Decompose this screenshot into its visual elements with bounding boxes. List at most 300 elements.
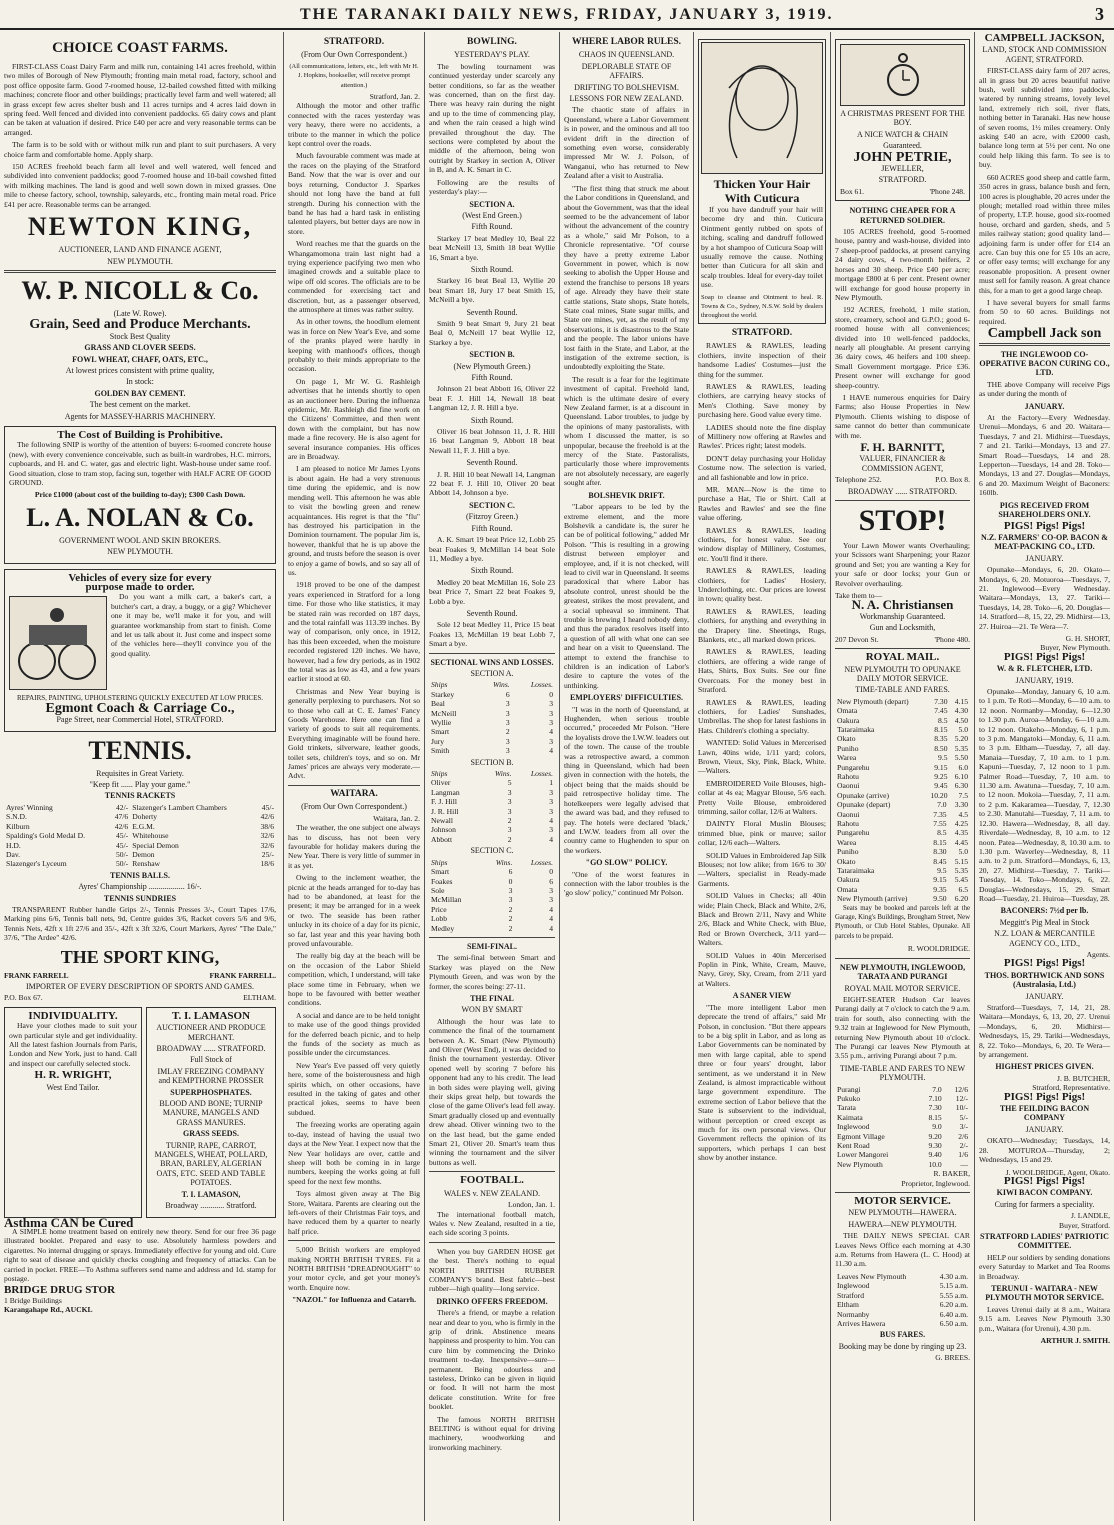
petrie-box: Box 61. bbox=[840, 186, 865, 196]
table-row bbox=[429, 895, 555, 904]
table-row bbox=[4, 841, 276, 850]
newton-king-sub: AUCTIONEER, LAND AND FINANCE AGENT, bbox=[58, 245, 222, 255]
timetable-cell: 3/- bbox=[959, 1122, 968, 1132]
wins-cell: 6 bbox=[508, 867, 513, 877]
timetable-cell: Stratford bbox=[837, 1290, 864, 1300]
section-a-rounds bbox=[429, 222, 555, 347]
football-text: The international football match, Wales v. New Zealand, resulted in a tie, each side scoring 3 points. bbox=[429, 1209, 555, 1238]
timetable-cell: Oaonui bbox=[837, 781, 860, 791]
table-row bbox=[429, 778, 555, 787]
table-row bbox=[429, 727, 555, 736]
column-ads-left bbox=[4, 34, 276, 1521]
timetable-cell: 5.35 bbox=[954, 866, 968, 876]
sport-king-heading: THE SPORT KING, bbox=[60, 946, 220, 967]
wins-cell: 3 bbox=[549, 718, 553, 727]
stop-text: Your Lawn Mower wants Overhauling; your Scissors want Sharpening; your Razor ground and Set; you are wanting a Key for your safe or door locks; your Gun or Revolver overhauling. bbox=[835, 541, 970, 588]
nicoll-line: The best cement on the market. bbox=[89, 400, 191, 410]
timetable-cell: 8.5 bbox=[937, 828, 947, 838]
timetable-cell: 4.15 bbox=[954, 696, 968, 706]
stratford-paragraph: As in other towns, the hoodlum element was in force on New Year's Eve, and some of the pranks played were hardly in keeping with manhood's offices, though probably to their minds appropriate to the occasion. bbox=[288, 317, 420, 374]
fletcher-month: JANUARY, 1919. bbox=[1015, 675, 1074, 685]
round-heading: Sixth Round. bbox=[470, 264, 514, 274]
table-row bbox=[4, 859, 276, 868]
nzl-heading: N.Z. LOAN & MERCANTILE AGENCY CO., LTD., bbox=[994, 929, 1095, 948]
timetable-cell: 7.10 bbox=[928, 1093, 942, 1103]
wins-cell: 2 bbox=[505, 727, 510, 737]
wins-section-heading: SECTION A. bbox=[470, 668, 514, 678]
nicoll-line: Agents for MASSEY-HARRIS MACHINERY. bbox=[64, 411, 216, 421]
table-row bbox=[835, 697, 970, 706]
pigs-banner: PIGS! Pigs! Pigs! bbox=[1003, 650, 1086, 663]
timetable-cell: 7.5 bbox=[958, 790, 968, 800]
farrell-text: IMPORTER OF EVERY DESCRIPTION OF SPORTS AND GAMES. bbox=[25, 981, 255, 991]
garden-hose-ad: When you buy GARDEN HOSE get the best. There's nothing to equal NORTH BRITISH RUBBER COMPANY'S brand. Best fabric—best rubber—high quality—long service. bbox=[429, 1246, 555, 1294]
christiansen-addr: 207 Devon St. bbox=[835, 634, 879, 644]
timetable-cell: 9.50 bbox=[933, 894, 947, 904]
wins-col-header: Wins. bbox=[493, 680, 510, 690]
buyers: I have several buyers for small farms from 50 to 60 acres. Buildings not required. bbox=[979, 297, 1110, 326]
labor-paragraph: The result is a fear for the legitimate investment of capital. Freehold land, which is the ultimate desire of every New Zealand farmer, is at a discount in Queensland. Labor troubles, to judge by the opinions of many pastoralists, with whom I discussed the matter, is so unpopular, because the freehold is at the mercy of the State. Pastoralists, particularly those where improvements are not absolutely necessary, are eagerly sought after. bbox=[564, 374, 689, 488]
christiansen-name: N. A. Christiansen bbox=[851, 597, 954, 613]
wins-cell: Lobb bbox=[431, 914, 448, 924]
table-row bbox=[4, 803, 276, 812]
section-c-rounds bbox=[429, 524, 555, 649]
wins-cell: 5 bbox=[507, 778, 512, 788]
racket-cell: Ayres' Winning bbox=[6, 802, 53, 812]
petrie-sub: JEWELLER, bbox=[881, 164, 924, 174]
petrie-phone: 'Phone 248. bbox=[929, 186, 965, 196]
vehicles-heading: purpose made to order. bbox=[85, 581, 195, 594]
section-c-heading: SECTION C. bbox=[469, 500, 515, 510]
round-results: Starkey 16 beat Beal 13, Wyllie 20 beat Smart 18, Jury 17 beat Smith 15, McNeill a bye. bbox=[429, 276, 555, 305]
borthwick-list: Stratford—Tuesdays, 7, 14, 21, 28. Waitara—Mondays, 6, 13, 20, 27. Urenui—Mondays, 6, 20. Midhirst—Wednesdays, 15, 29. Tariki—Wednesdays, 8, 22. Toko—Mondays, 6, 20. Te Wera—by arrangement. bbox=[979, 1003, 1110, 1060]
fletcher-heading: W. & R. FLETCHER, LTD. bbox=[996, 664, 1093, 674]
farrell-town: ELTHAM. bbox=[243, 993, 276, 1003]
table-row bbox=[835, 1113, 970, 1122]
vehicles-heading: Vehicles of every size for every bbox=[68, 571, 212, 584]
wins-col-header: Losses. bbox=[530, 680, 553, 690]
kiwi-sig: J. LANDLE, bbox=[1070, 1211, 1110, 1221]
timetable-cell: Kent Road bbox=[837, 1141, 870, 1150]
table-row bbox=[835, 828, 970, 837]
table-row bbox=[835, 772, 970, 781]
bowling-results-head: Following are the results of yesterday's play:— bbox=[429, 177, 555, 197]
wins-cell: 2 bbox=[508, 914, 513, 924]
timetable-cell: Omata bbox=[837, 706, 858, 716]
labor-body bbox=[564, 105, 689, 487]
balls-line: Ayres' Championship .................. 16/-. bbox=[78, 882, 202, 892]
nothing-cheaper: NOTHING CHEAPER FOR A RETURNED SOLDIER. bbox=[849, 206, 956, 225]
sectional-heading: SECTIONAL WINS AND LOSSES. bbox=[430, 657, 554, 667]
semi-text: The semi-final between Smart and Starkey was played on the New Plymouth Green, and was won by the former, the scores being: 27-11. bbox=[429, 953, 555, 991]
employers-text: "I was in the north of Queensland, at Hughenden, when serious trouble occurred," proceeded Mr Polson. "Here the loyalists drove the I.W.W. leaders out of the town. The cause of the trouble was a retrospective award, a common thing in Queensland, which had been given in connection with the hotels, the object being that the maids should be paid retrospective holiday time. The hotelkeepers were legally advised that the award was bad, and they refused to pay. The hotels were declared 'black,' and I.W.W. leaders from all over the country came to Hughenden to spur on the workers. bbox=[564, 704, 689, 855]
timetable-cell: Puniho bbox=[837, 847, 859, 857]
kiwi-text: Curing for farmers a speciality. bbox=[994, 1199, 1095, 1209]
racket-cell: H.D. bbox=[6, 840, 21, 850]
timetable-cell: 9.5 bbox=[937, 866, 947, 876]
wins-cell: 3 bbox=[508, 885, 513, 895]
table-row bbox=[429, 816, 555, 825]
farrell-right: FRANK FARRELL. bbox=[209, 970, 276, 980]
ni-timetable bbox=[835, 1085, 970, 1170]
wins-tables bbox=[429, 669, 555, 933]
nolan-name: L. A. NOLAN & Co. bbox=[26, 502, 254, 532]
wins-col-header: Losses. bbox=[530, 857, 553, 867]
vehicles-repairs: REPAIRS, PAINTING, UPHOLSTERING QUICKLY EXECUTED AT LOW PRICES. bbox=[16, 694, 263, 703]
pigs-banner: PIGS! Pigs! Pigs! bbox=[1003, 1090, 1086, 1103]
wins-cell: 0 bbox=[508, 876, 513, 886]
cj-sub: LAND, STOCK AND COMMISSION AGENT, STRATFORD. bbox=[982, 45, 1107, 64]
timetable-cell: Opunake (depart) bbox=[837, 800, 891, 810]
feilding-sig: J. WOOLDRIDGE, Agent, Okato. bbox=[1005, 1167, 1110, 1177]
timetable-cell: Tataraimaka bbox=[837, 724, 875, 734]
lamason-line: Full Stock of bbox=[190, 1055, 232, 1065]
bus-sig: G. BREES. bbox=[935, 1353, 970, 1363]
racket-cell: 18/6 bbox=[260, 859, 274, 869]
lamason-line: IMLAY FREEZING COMPANY and KEMPTHORNE PROSSER bbox=[157, 1066, 265, 1086]
farm-660: 660 ACRES good sheep and cattle farm, 350 acres in grass, balance bush and fern, 100 acres is ploughable, 20 acres under the plough; metalled road within three miles of property, I.T.P. house, good six-roomed house, orchard and garden, sheds, and 5 miles railway station; good quality land—adjoining farm is under offer for £14 an acre. Can buy this one for £5 10s an acre, or offer easy terms; will exchange for any reasonable proposition. A present owner must sell for family reason. A great chance this, for a man to get a good large cheap. bbox=[979, 172, 1110, 295]
wins-cell: 3 bbox=[549, 787, 553, 797]
wins-cell: 4 bbox=[549, 746, 553, 756]
stratford-paragraph: Christmas and New Year buying is generally perplexing to purchasers. Not so to those who call at C. E. James' Fancy Goods Warehouse. Here one can find a variety of goods to suit all requirements. Everything imaginable will be found here. Gold trinkets, silverware, leather goods, toilet sets, children's toys, and so on. Mr James' prices are always very moderate.—Advt. bbox=[288, 686, 420, 781]
wins-cell: McNeill bbox=[431, 708, 457, 718]
football-heading: FOOTBALL. bbox=[460, 1174, 524, 1187]
tyres-ad: 5,000 British workers are employed making NORTH BRITISH TYRES. Fit a NORTH BRITISH "DREADNOUGHT" to your motor cycle, and get your money's worth. Enquire now. bbox=[288, 1245, 420, 1292]
timetable-cell: 4.25 bbox=[954, 819, 968, 828]
classified-ad: WANTED: Solid Values in Mercerised Lawn, 40ins wide, 1/11 yard; colors, Brown, Vieux, Sky, Pink, Black, White. —Walters. bbox=[698, 738, 826, 776]
timetable-cell: 7.0 bbox=[932, 1084, 942, 1094]
nicoll-line: At lowest prices consistent with prime quality, bbox=[65, 365, 215, 375]
timetable-cell: 2/- bbox=[959, 1141, 968, 1150]
football-dateline: London, Jan. 1. bbox=[507, 1200, 555, 1210]
christiansen-phone: 'Phone 480. bbox=[934, 634, 970, 644]
table-row bbox=[835, 819, 970, 828]
lamason-name: T. I. LAMASON bbox=[171, 1009, 251, 1022]
timetable-cell: 5.50 bbox=[954, 753, 968, 763]
table-row bbox=[4, 822, 276, 831]
round-results: J. R. Hill 10 beat Newall 14, Langman 22 beat F. J. Hill 10, Oliver 20 beat Abbott 14, Johnson a bye. bbox=[429, 469, 555, 498]
timetable-cell: Warea bbox=[837, 837, 857, 847]
go-slow-text: "One of the worst features in connection with the labor troubles is the 'go slow' policy," continued Mr Polson. bbox=[564, 869, 689, 898]
pigs-banner: PIGS! Pigs! Pigs! bbox=[1003, 957, 1086, 970]
feilding-heading: THE FEILDING BACON COMPANY bbox=[999, 1104, 1090, 1123]
timetable-cell: 8.30 bbox=[933, 847, 947, 857]
lamason-line: TURNIP, RAPE, CARROT, MANGELS, WHEAT, POLLARD, BRAN, BARLEY, ALGERIAN OATS, ETC. SEED AND TABLE POTATOES. bbox=[154, 1140, 268, 1188]
column-rule bbox=[283, 32, 284, 1521]
timetable-cell: 5.0 bbox=[958, 847, 968, 857]
table-row bbox=[835, 894, 970, 903]
pigs-received: PIGS RECEIVED FROM SHAREHOLDERS ONLY. bbox=[998, 500, 1091, 520]
table-row bbox=[835, 800, 970, 809]
table-row bbox=[429, 797, 555, 806]
waitara-paragraph: A social and dance are to be held tonight to make use of the good things provided for the deferred beach picnic, and to help the funds of the society as much as possible under the circumstances. bbox=[288, 1010, 420, 1058]
bowling-intro: The bowling tournament was continued yesterday under scarcely any better conditions, so far as the weather was concerned, than on the first day. There was heavy rain during the night and up to the time of commencing play, and when the rain ceased a high wind prevailed throughout the day. The sections were completed by about the middle of the afternoon, being won outright by Starkey in section A, Oliver in B, and A. K. Smart in C. bbox=[429, 61, 555, 175]
choice-farms-text: FIRST-CLASS Coast Dairy Farm and milk run, containing 141 acres freehold, within two miles of Borough of New Plymouth; fronting main metal road, factory, school and post office opposite farm. Good 7-roomed house, 12-bailed cowshed fitted with milking machines; concrete floor and other buildings; practically level farm and well watered; all in grass except few acres shelter bush and 11 acres turnips and 4 acres laid down in spring feed. Well fenced and divided into convenient paddocks. 65 dairy cows and plant can be taken at valuation if desired. Price £40 per acre and very reasonable terms can be arranged. bbox=[4, 62, 276, 137]
table-row bbox=[429, 835, 555, 844]
stratford-paragraph: I am pleased to notice Mr James Lyons is about again. He had a very strenuous time during the epidemic, and is now mending well. This afternoon he was able to visit the bowling green and renew acquaintances. His regret is that the "flu" has destroyed his participation in the Dominion tournament. The popular Jim is, however, thankful that he is up above the ground, and trusts before the season is over to enjoy a game of bowls, and so say all of us. bbox=[288, 464, 420, 577]
waitara-sub: (From Our Own Correspondent.) bbox=[301, 802, 407, 812]
timetable-cell: Omata bbox=[837, 884, 858, 894]
newton-king-name: NEWTON KING, bbox=[27, 212, 253, 242]
vehicles-ad bbox=[4, 569, 276, 732]
divider bbox=[835, 958, 970, 959]
wins-col-header: Ships bbox=[431, 769, 448, 779]
table-row bbox=[835, 734, 970, 743]
classified-ad: RAWLES & RAWLES, leading clothiers, are carrying heavy stocks of Men's Clothing. Save money by purchasing here. Good value every time. bbox=[698, 381, 826, 420]
racket-cell: Demon bbox=[132, 849, 155, 859]
timetable-cell: Egmont Village bbox=[837, 1131, 885, 1141]
timetable-cell: 4.30 bbox=[954, 706, 968, 716]
round-heading: Seventh Round. bbox=[466, 458, 518, 468]
racket-cell: 42/6 bbox=[260, 812, 274, 822]
timetable-cell: 5.55 a.m. bbox=[939, 1290, 968, 1300]
wins-cell: Smart bbox=[431, 727, 450, 737]
timetable-cell: 4.30 a.m. bbox=[939, 1271, 968, 1281]
section-a-heading: SECTION A. bbox=[469, 199, 515, 209]
timetable-cell: 7.35 bbox=[933, 809, 947, 819]
table-row bbox=[429, 877, 555, 886]
timetable-cell: Opunake (arrive) bbox=[837, 790, 890, 800]
timetable-cell: 2/6 bbox=[958, 1131, 968, 1141]
newton-king-loc: NEW PLYMOUTH. bbox=[107, 256, 173, 266]
wins-cell: 2 bbox=[507, 834, 512, 844]
waitara-paragraph: The weather, the one subject one always has to discuss, has not been very favourable for holiday makers during the New Year. There is very little of summer in it as yet. bbox=[288, 823, 420, 870]
wins-col-header: Ships bbox=[431, 857, 448, 867]
stratford-paragraph: Although the motor and other traffic connected with the races yesterday was very heavy, there were no accidents, a tribute to the manner in which the police kept control over the roads. bbox=[288, 101, 420, 149]
table-row bbox=[4, 831, 276, 840]
divider bbox=[4, 270, 276, 273]
classified-ad: SOLID Values in 40in Mercerised Poplin in Pink, White, Cream, Mauve, Navy, Grey, Sky, Cream, from 2/11 yard at Walters. bbox=[698, 950, 826, 988]
round-results: Starkey 17 beat Medley 10, Beal 22 beat McNeill 13, Smith 18 beat Wyllie 16, Smart a bye. bbox=[429, 233, 555, 262]
table-row bbox=[835, 1132, 970, 1141]
classified-ad: RAWLES & RAWLES, leading clothiers, for honest value. See our window display of Millinery, Costumes, etc. You'll find it there. bbox=[698, 525, 826, 563]
column-petrie bbox=[835, 34, 970, 1521]
racket-cell: 50/- bbox=[115, 849, 129, 859]
wins-cell: 3 bbox=[508, 895, 513, 905]
motor-sub2: HAWERA—NEW PLYMOUTH. bbox=[848, 1219, 957, 1229]
column-rule bbox=[693, 32, 694, 1521]
racket-cell: Special Demon bbox=[132, 840, 179, 850]
football-sub: WALES v. NEW ZEALAND. bbox=[444, 1188, 540, 1198]
racket-cell: Renshaw bbox=[132, 859, 161, 869]
ibc-heading: THE INGLEWOOD CO-OPERATIVE BACON CURING CO., LTD. bbox=[979, 349, 1110, 378]
final-sub: WON BY SMART bbox=[461, 1005, 523, 1015]
racket-cell: Doherty bbox=[132, 812, 158, 822]
stratford-paragraph: 1918 proved to be one of the dampest years experienced in Stratford for a long time. For those who like statistics, it may be stated rain was recorded on 187 days, and the total rainfall was 113.39 inches. By way of comparison, only once, in 1912, has this been exceeded, when the moisture recorded registered 120 inches. We have, however, had a few dry periods, as in 1902 the total was as low as 43, and a few years earlier it stood at 60. bbox=[288, 580, 420, 684]
timetable-cell: Inglewood bbox=[837, 1122, 870, 1132]
timetable-cell: 9.45 bbox=[934, 781, 948, 791]
bolshevik-heading: BOLSHEVIK DRIFT. bbox=[588, 490, 665, 500]
racket-cell: 50/- bbox=[115, 859, 129, 869]
royal-mail-timetable-return bbox=[835, 800, 970, 903]
timetable-cell: 8.15 bbox=[933, 837, 947, 847]
wins-cell: Wyllie bbox=[431, 718, 452, 727]
racket-cell: 47/6 bbox=[114, 812, 129, 822]
borthwick-sig: J. B. BUTCHER, bbox=[1057, 1073, 1110, 1083]
timetable-cell: 1/6 bbox=[958, 1150, 968, 1160]
royal-mail-sub: NEW PLYMOUTH TO OPUNAKE DAILY MOTOR SERVICE. bbox=[844, 664, 961, 683]
racket-cell: 25/- bbox=[261, 849, 274, 859]
sundries-text: TRANSPARENT Rubber handle Grips 2/-, Tennis Presses 3/-, Court Tapes 17/6, Marking pins 6/6, Tennis ball nets, 9d, Centre guides 3/6, Racket covers 5/6 and 9/6, Tennis Nets, 42ft x 1ft 27/6 and 35/-, 42ft x 3ft 32/6, Court Markers, Ayres' "The Dale," 37/6, "The Ardee" 42/6. bbox=[4, 904, 276, 943]
section-b-heading: SECTION B. bbox=[469, 350, 515, 360]
wins-table bbox=[429, 769, 555, 844]
timetable-cell: 9.0 bbox=[932, 1122, 942, 1132]
table-row bbox=[835, 753, 970, 762]
timetable-cell: 6.50 a.m. bbox=[939, 1318, 968, 1328]
divider bbox=[429, 1171, 555, 1172]
wins-section-heading: SECTION C. bbox=[470, 846, 514, 856]
racket-cell: 45/- bbox=[115, 840, 129, 850]
divider bbox=[288, 785, 420, 786]
wins-cell: 3 bbox=[549, 708, 553, 718]
pigs-banner: PIGS! Pigs! Pigs! bbox=[1003, 519, 1086, 532]
wright-name: H. R. WRIGHT, bbox=[34, 1069, 112, 1082]
timetable-cell: 6.0 bbox=[958, 762, 968, 772]
cuticura-foot: Soap to cleanse and Ointment to heal. R. Towns & Co., Sydney, N.S.W. Sold by dealers throughout the world. bbox=[701, 293, 823, 320]
timetable-cell: New Plymouth (depart) bbox=[837, 696, 909, 706]
wins-cell: Newall bbox=[431, 816, 453, 826]
round-results: Sole 12 beat Medley 11, Price 15 beat Foakes 13, McMillan 19 beat Lobb 7, Smart a bye. bbox=[429, 620, 555, 649]
classified-ad: EMBROIDERED Voile Blouses, high-collar at 4s ea; Magyar Blouse, 5/6 each. Pretty Voile Blouse, embroidered trimming, sailor collar, 12/6 at Walters. bbox=[698, 778, 826, 816]
final-text: Although the hour was late to commence the final of the tournament between A. K. Smart (New Plymouth) and Oliver (West End), it was decided to finish the tournament yesterday. Oliver opened well by scoring 7 before his opponent had any to his credit. The lead in both sides were playing well, giving their skips great help, but towards the close of the game Oliver's lead fell away. Smart gradually closed up and eventually drew ahead. Oliver winning two to the on the last head, but the game ended Smart 21, Oliver 20. Smart's team thus winning the tournament and the silver buttons as well. bbox=[429, 1016, 555, 1167]
timetable-cell: 6.5 bbox=[958, 884, 968, 894]
racket-cell: 38/6 bbox=[260, 821, 274, 831]
waitara-paragraph: Owing to the inclement weather, the picnic at the heads arranged for to-day has had to be abandoned, at least for the present; it may be arranged for in a week or two. The seaside has been rather unlucky in its choice of a day for its picnic, so far, last year and this year having both proved unfavourable. bbox=[288, 873, 420, 948]
choice-farms-heading: CHOICE COAST FARMS. bbox=[52, 40, 228, 56]
feilding-month: JANUARY. bbox=[1025, 1124, 1064, 1134]
royal-mail-note: Seats may be booked and parcels left at the Garage, King's Buildings, Brougham Street, New Plymouth, or Club Hotel Stables, Opunake. All parcels to be prepaid. bbox=[835, 904, 970, 940]
table-row bbox=[835, 744, 970, 753]
wins-cell: Oliver bbox=[431, 778, 451, 788]
xmas-sub: A NICE WATCH & CHAIN bbox=[857, 129, 948, 139]
cart-illustration-icon bbox=[9, 596, 107, 690]
masthead-title: THE TARANAKI DAILY NEWS, FRIDAY, JANUARY 3, 1919. bbox=[300, 6, 834, 23]
divider bbox=[429, 1242, 555, 1243]
racket-cell: Dav. bbox=[6, 849, 21, 859]
cuticura-ad bbox=[698, 39, 826, 324]
wins-col-header: Ships bbox=[431, 680, 448, 690]
table-row bbox=[835, 838, 970, 847]
timetable-cell: Warea bbox=[837, 753, 857, 763]
wins-cell: 3 bbox=[505, 746, 510, 756]
table-row bbox=[835, 716, 970, 725]
table-row bbox=[429, 867, 555, 876]
tennis-heading: TENNIS. bbox=[88, 735, 192, 765]
round-heading: Seventh Round. bbox=[466, 307, 518, 317]
individuality-heading: INDIVIDUALITY. bbox=[28, 1009, 118, 1022]
timetable-cell: 7.30 bbox=[934, 696, 948, 706]
barnitt-box: P.O. Box 8. bbox=[935, 475, 970, 485]
inquiries: I HAVE numerous enquiries for Dairy Farms; also House Properties in New Plymouth. Clients wishing to dispose of same cannot do better than communicate with me. bbox=[835, 392, 970, 440]
timetable-cell: 10.0 bbox=[928, 1159, 942, 1169]
cost-price: Price £1000 (about cost of the building to-day); £300 Cash Down. bbox=[34, 490, 246, 500]
timetable-cell: 8.5 bbox=[938, 715, 948, 725]
round-heading: Fifth Round. bbox=[471, 222, 513, 232]
classified-ad: LADIES should note the fine display of Millinery now offering at Rawles and Rawles'. Prices right; latest models. bbox=[698, 422, 826, 451]
wins-cell: Medley bbox=[431, 923, 455, 933]
wins-col-header: Wins. bbox=[495, 857, 513, 867]
lamason-sub: AUCTIONEER AND PRODUCE MERCHANT. bbox=[156, 1023, 266, 1042]
cuticura-heading: Thicken Your Hair With Cuticura bbox=[713, 177, 811, 205]
timetable-cell: Arrives Hawera bbox=[837, 1318, 886, 1328]
timetable-cell: 5.0 bbox=[958, 724, 968, 734]
fletcher-list: Opunake—Monday, January 6, 10 a.m. to 1 p.m. Te Roti—Monday, 6—10 a.m. to 12 noon. Normanby—Monday, 6—12.30 to 1.30 p.m. Auroa—Monday, 6—10 a.m. to 12 noon. Otakeho—Monday, 6, 1 p.m. to 3 p.m. Mangatoki—Monday, 6, 11 a.m. to 3 p.m. Eltham—Tuesday, 7, all day. Manaia—Tuesday, 7, 10 a.m. to 1 p.m. Kapuni—Tuesday, 7, 12 noon to 1 p.m. Palmer Road—Tuesday, 7, 10 a.m. to 11.30 a.m. Awatuna—Tuesday, 7, 10 a.m. to 12 noon. Mokoia—Tuesday, 7, 11 a.m. to 2 p.m. Kakaramea—Tuesday, 7, 12.30 to 2.30. Manutahi—Tuesday, 7, 11 a.m. to 12.30. Hawera—Wednesday, 8, all day. Riverdale—Wednesday, 8, 10 a.m. to 12 noon. Patea—Wednesday, 8, 10.30 a.m. to 1.30 p.m. Waverley—Wednesday, 8, 11 a.m. to 2 p.m. Stratford—Mondays, 6, 13, 20, 27. Midhirst—Tuesday, 7. Tariki—Tuesday, 14. Toko—Mondays, 6, 22. Douglas—Wednesdays, 15, 29. Smart Road—Tuesday, 21. Huiroa—Tuesday, 28. bbox=[979, 687, 1110, 903]
christiansen-sub: Workmanship Guaranteed. bbox=[859, 611, 946, 621]
bridge-loc: Karangahape Rd., AUCKL bbox=[4, 1305, 93, 1315]
table-row bbox=[835, 810, 970, 819]
round-heading: Sixth Round. bbox=[470, 566, 514, 576]
wins-cell: 0 bbox=[549, 689, 553, 699]
column-bowling bbox=[429, 34, 555, 1521]
racket-cell: 42/6 bbox=[114, 821, 129, 831]
egmont-sub: Page Street, near Commercial Hotel, STRATFORD. bbox=[56, 715, 224, 725]
balls-heading: TENNIS BALLS. bbox=[109, 870, 171, 880]
wins-cell: 2 bbox=[508, 923, 513, 933]
wins-cell: 3 bbox=[507, 806, 512, 816]
wins-cell: J. R. Hill bbox=[431, 806, 459, 816]
bridge-name: BRIDGE DRUG STOR bbox=[4, 1284, 116, 1297]
timetable-cell: Rahotu bbox=[837, 819, 859, 828]
racket-cell: Spalding's Gold Medal D. bbox=[6, 831, 85, 841]
asthma-heading: Asthma CAN be Cured bbox=[4, 1214, 134, 1230]
table-row bbox=[429, 886, 555, 895]
table-row bbox=[835, 763, 970, 772]
egmont-name: Egmont Coach & Carriage Co., bbox=[45, 700, 235, 716]
kiwi-heading: KIWI BACON COMPANY. bbox=[996, 1188, 1093, 1198]
timetable-cell: 12/- bbox=[955, 1093, 968, 1103]
nzl-sub: Agents. bbox=[1086, 949, 1110, 959]
stratford-dateline: Stratford, Jan. 2. bbox=[369, 92, 420, 102]
wins-cell: 3 bbox=[507, 787, 512, 797]
wins-cell: 4 bbox=[549, 727, 553, 737]
racket-cell: S.N.D. bbox=[6, 812, 27, 822]
stratford-body bbox=[288, 101, 420, 780]
labor-sub: LESSONS FOR NEW ZEALAND. bbox=[569, 94, 684, 104]
timetable-cell: 7.45 bbox=[934, 706, 948, 716]
round-results: Johnson 21 beat Abbott 16, Oliver 22 beat F. J. Hill 14, Newall 18 beat Langman 12, J. R. Hill a bye. bbox=[429, 384, 555, 413]
table-row bbox=[835, 857, 970, 866]
timetable-cell: 4.35 bbox=[954, 828, 968, 838]
table-row bbox=[835, 791, 970, 800]
waitara-body bbox=[288, 823, 420, 1236]
wins-cell: 3 bbox=[549, 736, 553, 746]
wins-section-heading: SECTION B. bbox=[470, 757, 514, 767]
timetable-cell: Pukuko bbox=[837, 1093, 861, 1103]
vehicles-text: Do you want a milk cart, a baker's cart, a butcher's cart, a dray, a buggy, or a gig? Whichever one it may be, we'll make it for you, and will guarantee workmanship from start to finish. Come and let us talk about it. Just come and inspect some of the vehicles here—they'll convince you of the good quality. bbox=[111, 592, 271, 658]
choice-farms-text: 150 ACRES freehold beach farm all level and well watered, well fenced and subdivided into convenient paddocks; good 7-roomed house and 10-bail cowshed fitted with milking machines. The land is good and well sown down in mixed grasses. One mile to cheese factory, school, township, saleyards, etc., fronting main metal road. Price £41 per acre. Reasonable terms can be arranged. bbox=[4, 162, 276, 209]
lamason-line: GRASS SEEDS. bbox=[182, 1129, 240, 1139]
table-row bbox=[835, 1103, 970, 1112]
wins-cell: 3 bbox=[549, 699, 553, 709]
lamason-ad bbox=[146, 1007, 276, 1218]
wins-cell: Price bbox=[431, 904, 447, 914]
rackets-heading: TENNIS RACKETS bbox=[104, 791, 176, 801]
table-row bbox=[835, 1310, 970, 1319]
timetable-cell: — bbox=[960, 1159, 968, 1169]
nolan-sub: GOVERNMENT WOOL AND SKIN BROKERS. bbox=[59, 535, 221, 545]
column-rule bbox=[559, 32, 560, 1521]
timetable-cell: Pungarehu bbox=[837, 762, 870, 772]
labor-sub: DRIFTING TO BOLSHEVISM. bbox=[574, 82, 679, 92]
table-row bbox=[835, 847, 970, 856]
cost-text: The following SNIP is worthy of the attention of buyers: 6-roomed concrete house (new), with every convenience conceivable, such as built-in wardrobes, H.C. mirrors, cupboards, and H. and C. water, gas and electric light. Wash-house under same roof. Good situation, close to tram stop, facing sun, together with HALF ACRE OF GOOD GROUND. bbox=[9, 440, 271, 487]
royal-mail-timetable bbox=[835, 697, 970, 800]
employers-heading: EMPLOYERS' DIFFICULTIES. bbox=[569, 693, 684, 703]
barnitt-loc: BROADWAY ...... STRATFORD. bbox=[848, 486, 957, 496]
wins-cell: 6 bbox=[549, 876, 553, 886]
borthwick-month: JANUARY. bbox=[1025, 991, 1064, 1001]
timetable-cell: 9.5 bbox=[938, 753, 948, 763]
